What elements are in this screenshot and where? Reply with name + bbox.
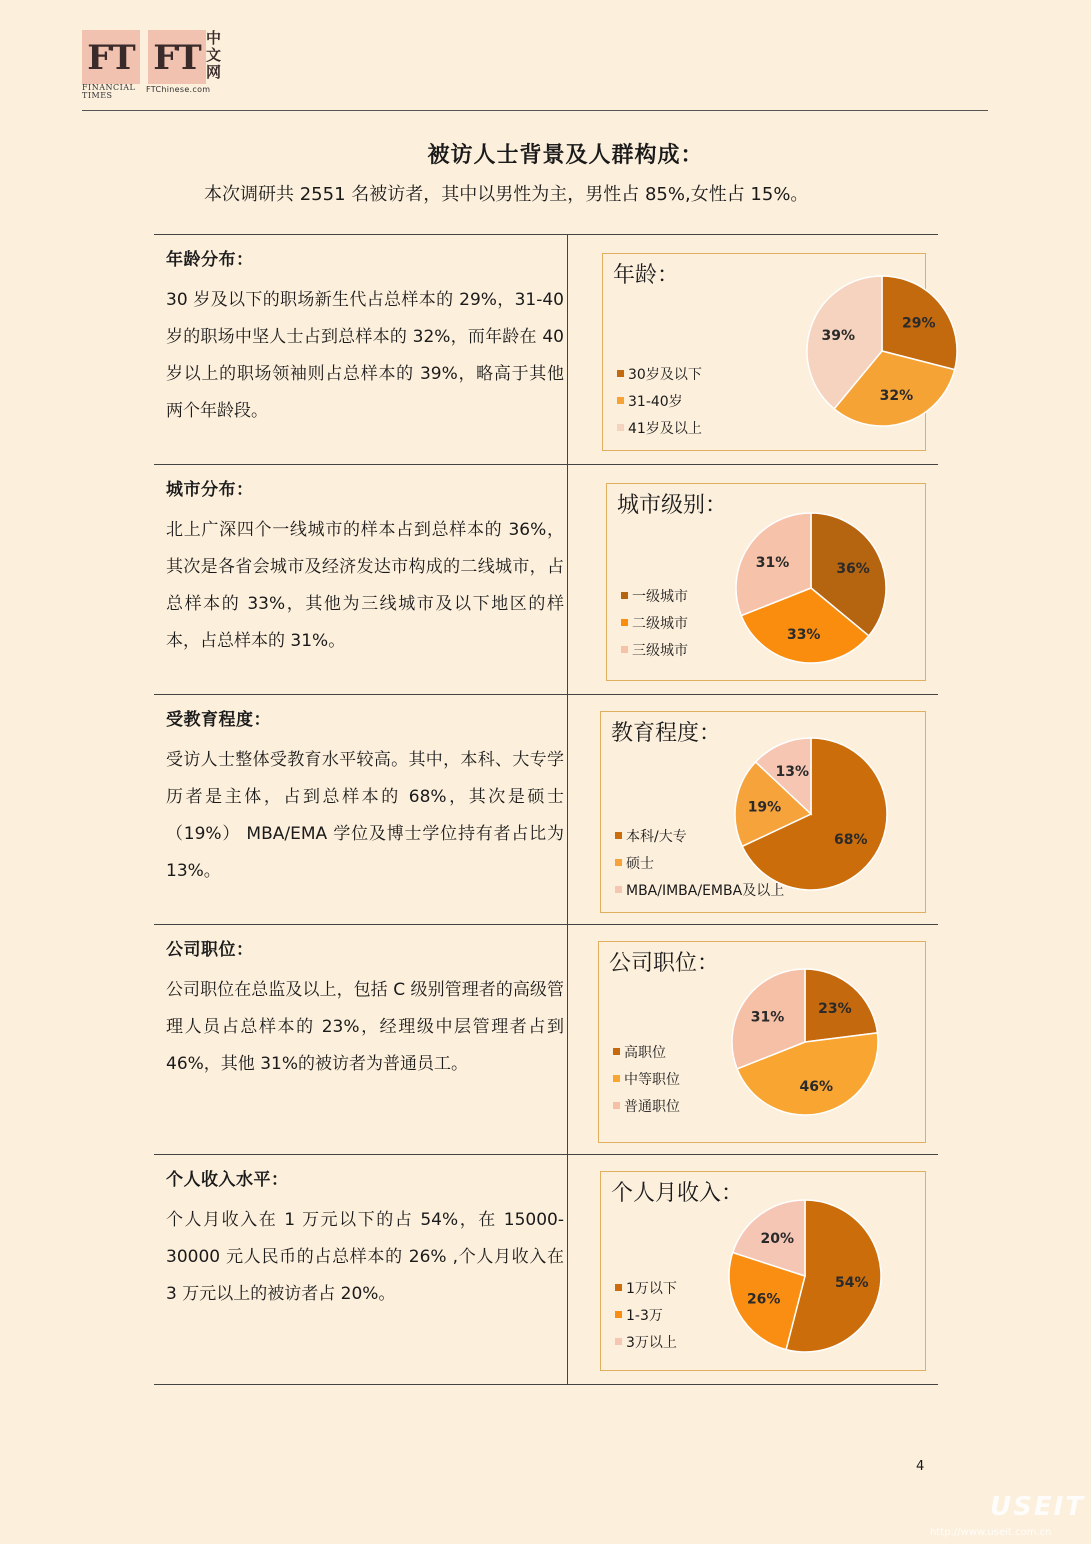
ftchinese-site-text: FTChinese.com <box>146 85 211 94</box>
section-text <box>166 935 564 1083</box>
pie-slice-label: 23% <box>818 1001 852 1018</box>
chart-age <box>602 253 936 451</box>
header-rule <box>82 110 988 111</box>
chart-title: 教育程度： <box>611 721 722 746</box>
column-divider <box>567 235 568 464</box>
chart-title: 个人月收入： <box>611 1181 744 1206</box>
pie-slice-label: 33% <box>786 626 821 643</box>
legend-label: 普通职位 <box>624 1098 680 1115</box>
legend-label: 三级城市 <box>632 642 688 659</box>
pie-slice-label: 36% <box>836 561 870 578</box>
section-body: 公司职位在总监及以上，包括 C 级别管理者的高级管理人员占总样本的 23%，经理级中层管理者占到 46%，其他 31%的被访者为普通员工。 <box>166 980 564 1074</box>
pie-slice-label: 26% <box>746 1291 781 1308</box>
section-row-education <box>154 695 938 925</box>
financial-times-text: FINANCIAL TIMES <box>82 83 136 100</box>
pie-slice-label: 31% <box>750 1009 785 1026</box>
legend-label: 31-40岁 <box>628 393 683 410</box>
pie-chart <box>607 484 925 680</box>
legend-label: 30岁及以下 <box>628 366 702 383</box>
ft-logo-mark: FT <box>82 30 140 84</box>
watermark-url: http://www.useit.com.cn <box>930 1527 1052 1538</box>
section-heading: 公司职位： <box>166 940 254 960</box>
chart-education <box>600 711 926 913</box>
pie-slice-label: 19% <box>747 799 782 816</box>
column-divider <box>567 1155 568 1384</box>
chart-title: 城市级别： <box>617 493 728 518</box>
legend-label: 1万以下 <box>626 1280 677 1297</box>
pie-slice-label: 39% <box>821 328 856 345</box>
pie-slice-label: 13% <box>775 763 810 780</box>
section-heading: 城市分布： <box>166 480 254 500</box>
pie-chart <box>603 254 936 450</box>
section-body: 北上广深四个一线城市的样本占到总样本的 36%，其次是各省会城市及经济发达市构成的二线城市，占总样本的 33%，其他为三线城市及以下地区的样本，占总样本的 31%。 <box>166 520 564 651</box>
watermark-logo: USEIT <box>990 1492 1086 1522</box>
chart-position <box>598 941 926 1143</box>
pie-slice-label: 32% <box>879 388 914 405</box>
ft-logo <box>82 30 227 102</box>
section-heading: 年龄分布： <box>166 250 254 270</box>
section-text <box>166 475 564 660</box>
legend-label: 41岁及以上 <box>628 420 702 437</box>
chart-city <box>606 483 926 681</box>
legend-label: 二级城市 <box>632 615 688 632</box>
section-body: 个人月收入在 1 万元以下的占 54%，在 15000-30000 元人民币的占总样本的 26% ,个人月收入在 3 万元以上的被访者占 20%。 <box>166 1210 564 1304</box>
section-heading: 受教育程度： <box>166 710 271 730</box>
pie-slice-label: 54% <box>834 1274 869 1291</box>
pie-chart <box>599 942 925 1142</box>
legend-label: 中等职位 <box>624 1071 680 1088</box>
legend-label: MBA/IMBA/EMBA及以上 <box>626 882 785 899</box>
pie-slice-label: 29% <box>901 315 936 332</box>
legend-label: 一级城市 <box>632 588 688 605</box>
section-row-city <box>154 465 938 695</box>
chart-income <box>600 1171 926 1371</box>
pie-slice-label: 46% <box>799 1078 834 1095</box>
column-divider <box>567 925 568 1154</box>
ftchinese-logo-cn: 中文网 <box>206 29 222 81</box>
pie-slice-label: 68% <box>834 832 868 849</box>
legend-label: 高职位 <box>624 1044 666 1061</box>
chart-title: 年龄： <box>613 263 680 288</box>
intro-text: 本次调研共 2551 名被访者，其中以男性为主，男性占 85%,女性占 15%。 <box>204 184 809 205</box>
section-heading: 个人收入水平： <box>166 1170 289 1190</box>
section-row-age <box>154 235 938 465</box>
chart-title: 公司职位： <box>609 951 720 976</box>
section-row-income <box>154 1155 938 1385</box>
section-body: 受访人士整体受教育水平较高。其中，本科、大专学历者是主体，占到总样本的 68%，其次是硕士（19%） MBA/EMA 学位及博士学位持有者占比为 13%。 <box>166 750 564 881</box>
legend-label: 1-3万 <box>626 1307 663 1324</box>
pie-slice-label: 20% <box>760 1230 795 1247</box>
pie-chart <box>601 1172 925 1370</box>
section-body: 30 岁及以下的职场新生代占总样本的 29%，31-40 岁的职场中坚人士占到总样本的 32%，而年龄在 40 岁以上的职场领袖则占总样本的 39%，略高于其他两个年龄段。 <box>166 290 564 421</box>
section-text <box>166 1165 564 1313</box>
page-title: 被访人士背景及人群构成： <box>427 143 704 168</box>
section-text <box>166 245 564 430</box>
pie-chart <box>601 712 925 912</box>
ftchinese-logo-mark: FT <box>148 30 206 84</box>
pie-slice-label: 31% <box>755 554 790 571</box>
section-row-position <box>154 925 938 1155</box>
profile-table <box>154 234 938 1385</box>
legend-label: 硕士 <box>626 855 654 872</box>
column-divider <box>567 465 568 694</box>
legend-label: 3万以上 <box>626 1334 677 1351</box>
section-text <box>166 705 564 890</box>
legend-label: 本科/大专 <box>626 828 687 845</box>
column-divider <box>567 695 568 924</box>
page-number: 4 <box>916 1459 925 1474</box>
